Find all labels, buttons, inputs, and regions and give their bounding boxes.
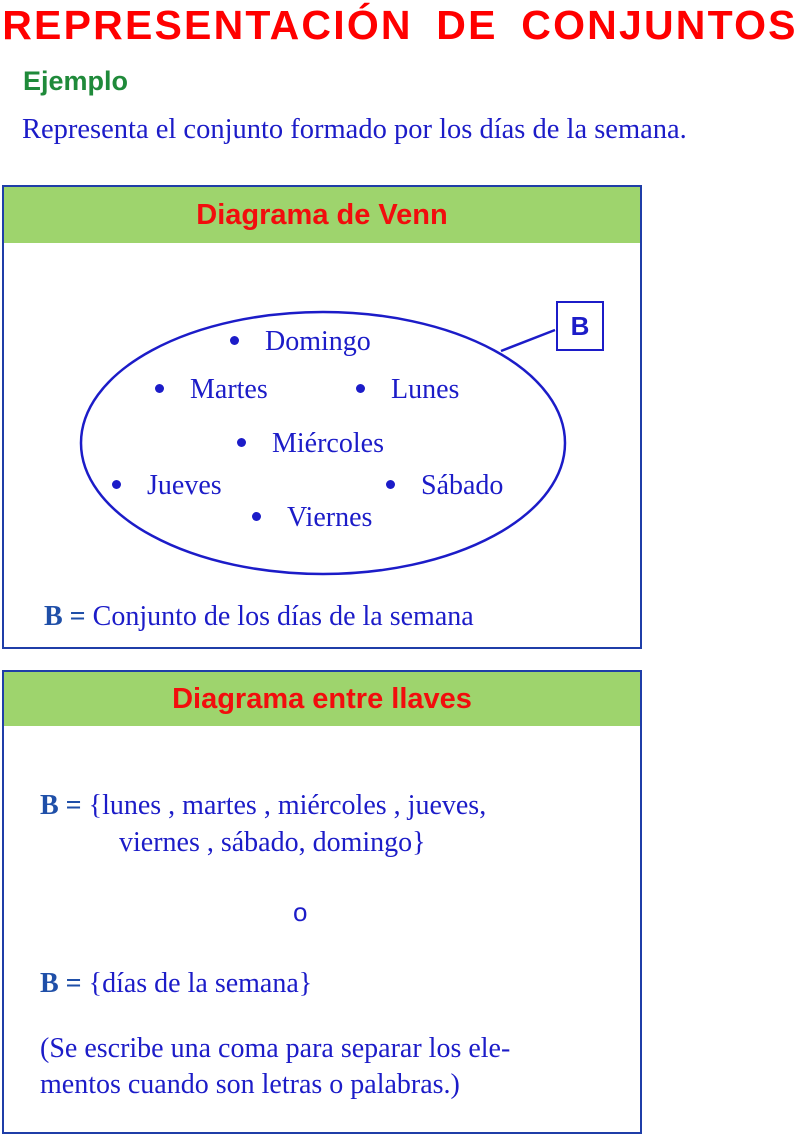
- element-label: Martes: [190, 374, 268, 405]
- example-statement: Representa el conjunto formado por los días de la semana.: [22, 114, 687, 145]
- venn-panel: [2, 185, 642, 649]
- venn-element: [386, 469, 503, 503]
- braces-panel-header: Diagrama entre llaves: [4, 672, 640, 726]
- bullet-dot-icon: [230, 336, 239, 345]
- note-text-1: (Se escribe una coma para separar los ele-: [40, 1033, 511, 1064]
- set-name: B =: [40, 968, 82, 999]
- listing-line-1: [40, 788, 486, 824]
- note-line-2: [40, 1067, 460, 1103]
- set-description: Conjunto de los días de la semana: [92, 601, 474, 632]
- page-title: REPRESENTACIÓN DE CONJUNTOS: [2, 2, 798, 48]
- element-label: Lunes: [391, 374, 460, 405]
- bullet-dot-icon: [252, 512, 261, 521]
- note-text-2: mentos cuando son letras o palabras.): [40, 1069, 460, 1100]
- set-definition: [44, 597, 474, 637]
- set-name: B =: [44, 601, 86, 632]
- venn-element: [230, 325, 371, 359]
- description-elements: {días de la semana}: [88, 968, 313, 999]
- set-name: B =: [40, 790, 82, 821]
- venn-diagram: [4, 187, 640, 647]
- bullet-dot-icon: [386, 480, 395, 489]
- element-label: Domingo: [265, 326, 371, 357]
- bullet-dot-icon: [237, 438, 246, 447]
- listing-elements-1: {lunes , martes , miércoles , jueves,: [88, 790, 487, 821]
- listing-line-2: [119, 825, 426, 861]
- set-label-box: B: [556, 301, 604, 351]
- element-label: Viernes: [287, 502, 373, 533]
- venn-element: [112, 469, 222, 503]
- venn-element: [155, 373, 268, 407]
- element-label: Jueves: [147, 470, 222, 501]
- element-label: Miércoles: [272, 428, 384, 459]
- listing-elements-2: viernes , sábado, domingo}: [119, 827, 426, 858]
- set-label-connector: [501, 330, 555, 351]
- venn-element: [252, 501, 372, 535]
- or-separator: o: [293, 897, 308, 927]
- braces-panel: [2, 670, 642, 1134]
- bullet-dot-icon: [356, 384, 365, 393]
- note-line-1: [40, 1031, 510, 1067]
- venn-element: [356, 373, 459, 407]
- description-line: [40, 966, 312, 1002]
- venn-panel-header: Diagrama de Venn: [4, 187, 640, 243]
- bullet-dot-icon: [155, 384, 164, 393]
- bullet-dot-icon: [112, 480, 121, 489]
- venn-element: [237, 427, 384, 461]
- element-label: Sábado: [421, 470, 504, 501]
- example-heading: Ejemplo: [23, 66, 129, 96]
